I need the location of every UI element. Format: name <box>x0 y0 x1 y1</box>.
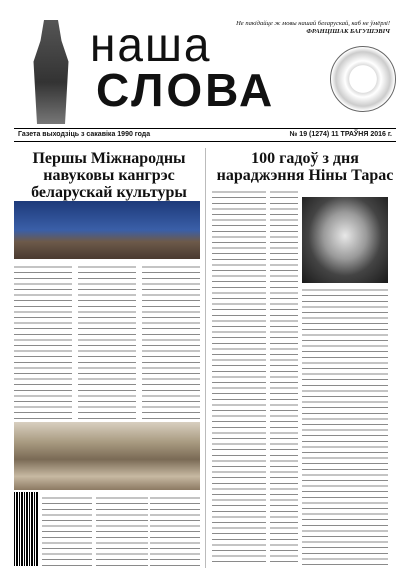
society-seal-logo <box>330 46 396 112</box>
masthead-title-line2: СЛОВА <box>96 64 276 116</box>
nina-taras-portrait <box>302 197 388 283</box>
barcode <box>14 492 38 566</box>
right-article-col3 <box>302 286 388 566</box>
congress-photo <box>14 201 200 259</box>
left-headline: Першы Міжнародны навуковы кангрэс беларускай культуры <box>31 150 187 201</box>
right-article-col1 <box>212 188 266 566</box>
left-article-col5 <box>96 494 148 566</box>
left-article-col3 <box>142 263 200 419</box>
left-article-col6 <box>150 494 200 566</box>
issue-date: № 19 (1274) 11 ТРАЎНЯ 2016 г. <box>289 131 392 138</box>
info-bar <box>14 128 396 142</box>
statue-image <box>16 20 86 124</box>
right-article-col2 <box>270 188 298 566</box>
column-divider <box>205 148 206 568</box>
left-article-col2 <box>78 263 136 419</box>
slogan-author: ФРАНЦІШАК БАГУШЭВІЧ <box>306 28 390 35</box>
founded-text: Газета выходзіць з сакавіка 1990 года <box>18 131 151 138</box>
left-article-col4 <box>42 494 92 566</box>
hall-photo <box>14 422 200 490</box>
masthead-title-line1: наша <box>90 16 212 72</box>
left-article-col1 <box>14 263 72 419</box>
right-headline: 100 гадоў з дня нараджэння Ніны Тарас <box>216 150 394 184</box>
slogan-text: Не пакідайце ж мовы нашай беларускай, каб не ўмёрлі! <box>236 20 390 27</box>
masthead-slogan <box>236 20 390 36</box>
